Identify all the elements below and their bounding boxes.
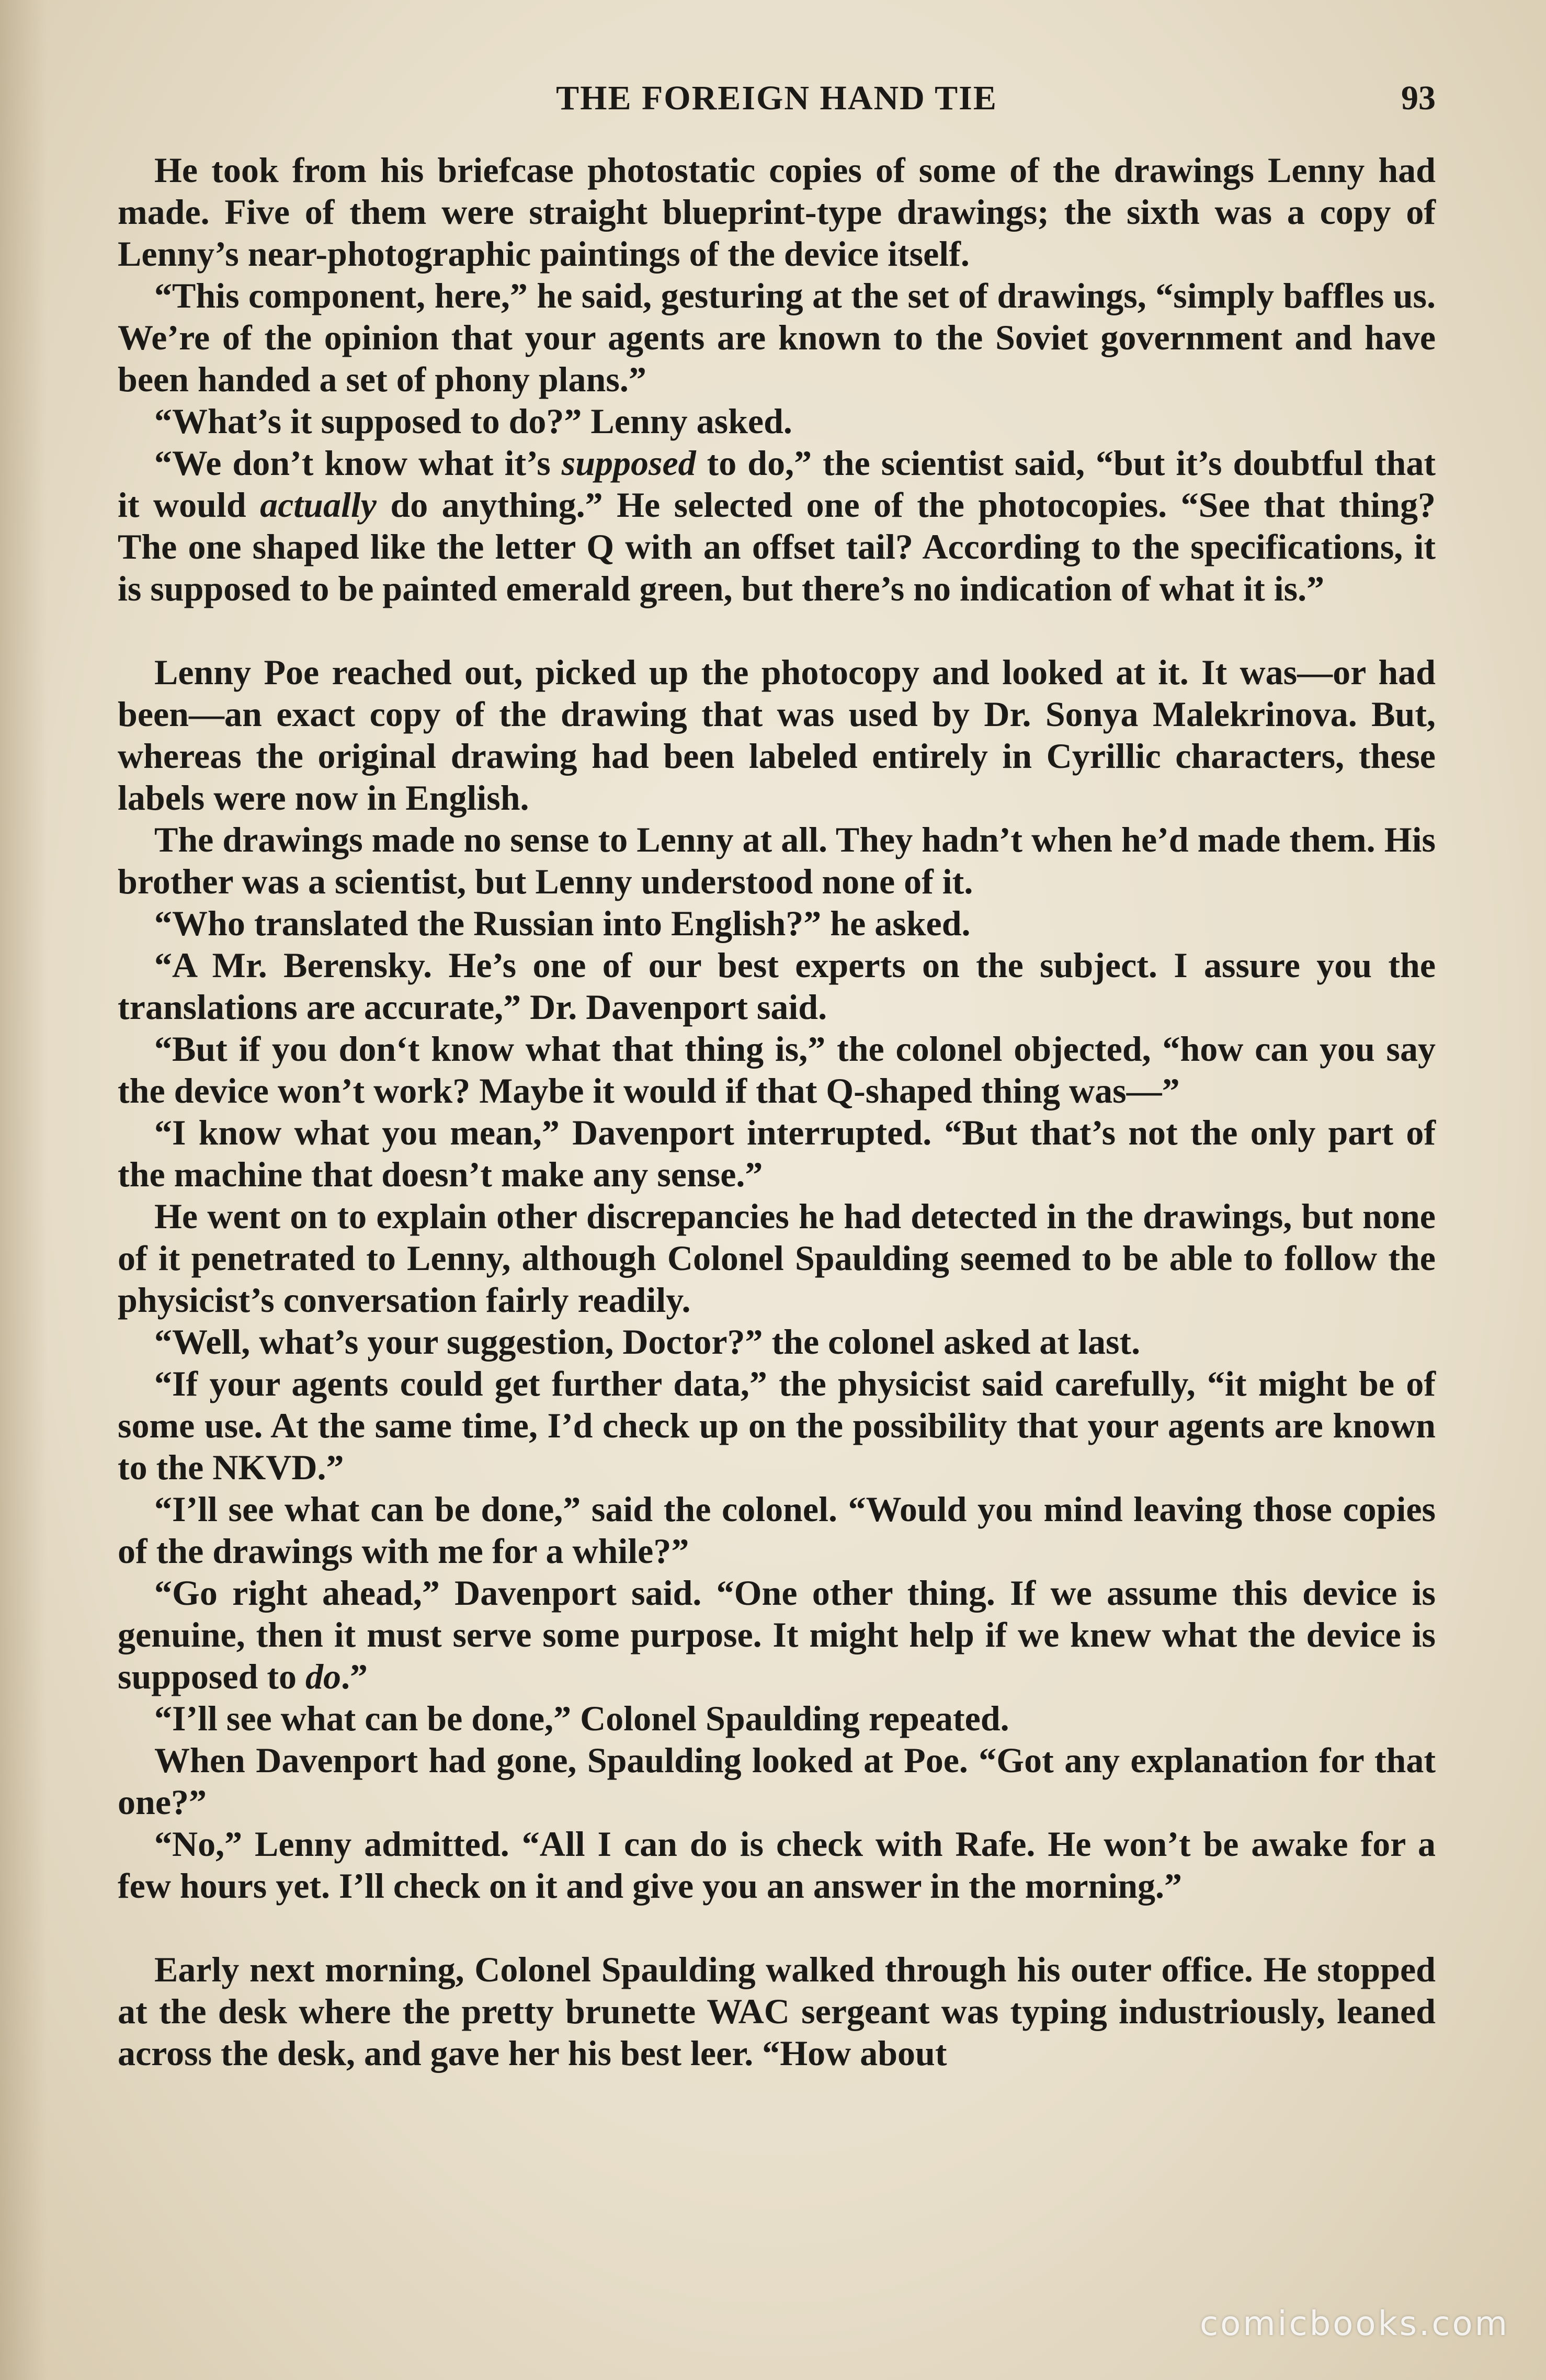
running-title: THE FOREIGN HAND TIE (556, 79, 997, 117)
paragraph: He took from his briefcase photostatic copies of some of the drawings Lenny had made. Five of them were straight blueprint-type drawings; the sixth was a copy of Lenny’s near-photographic paintings of the device itself. (118, 150, 1436, 274)
paragraph: He went on to explain other discrepancies he had detected in the drawings, but none of it penetrated to Lenny, although Colonel Spaulding seemed to be able to follow the physicist’s conversation fairly readily. (118, 1196, 1436, 1320)
paragraph: The drawings made no sense to Lenny at all. They hadn’t when he’d made them. His brother was a scientist, but Lenny understood none of it. (118, 820, 1436, 901)
paragraph: “Well, what’s your suggestion, Doctor?” the colonel asked at last. (154, 1322, 1141, 1362)
paragraph: “Who translated the Russian into English?” he asked. (154, 903, 971, 943)
paragraph: “A Mr. Berensky. He’s one of our best experts on the subject. I assure you the translations are accurate,” Dr. Davenport said. (118, 945, 1436, 1027)
paragraph: “What’s it supposed to do?” Lenny asked. (154, 401, 792, 441)
paragraph: Lenny Poe reached out, picked up the photocopy and looked at it. It was—or had been—an exact copy of the drawing that was used by Dr. Sonya Malekrinova. But, whereas the original drawing had been labeled entirely in Cyrillic characters, these labels were now in English. (118, 652, 1436, 818)
page-header (118, 78, 1436, 131)
paragraph: “But if you don‘t know what that thing is,” the colonel objected, “how can you say the device won’t work? Maybe it would if that Q-shaped thing was—” (118, 1029, 1436, 1110)
paragraph: “We don’t know what it’s supposed to do,” the scientist said, “but it’s doubtful that it would actually do anything.” He selected one of the photocopies. “See that thing? The one shaped like the letter Q with an offset tail? According to the specifications, it is supposed to be painted emerald green, but there’s no indication of what it is.” (118, 443, 1436, 608)
paragraph: Early next morning, Colonel Spaulding walked through his outer office. He stopped at the desk where the pretty brunette WAC sergeant was typing industriously, leaned across the desk, and gave her his best leer. “How about (118, 1950, 1436, 2073)
paragraph: “I’ll see what can be done,” Colonel Spaulding repeated. (154, 1698, 1009, 1738)
paragraph: “I know what you mean,” Davenport interrupted. “But that’s not the only part of the machine that doesn’t make any sense.” (118, 1113, 1436, 1194)
emphasis-do: do (305, 1657, 342, 1696)
paragraph: “Go right ahead,” Davenport said. “One other thing. If we assume this device is genuine, then it must serve some purpose. It might help if we knew what the device is supposed to do.” (118, 1573, 1436, 1696)
paragraph: “This component, here,” he said, gesturing at the set of drawings, “simply baffles us. We’re of the opinion that your agents are known to the Soviet government and have been handed a set of phony plans.” (118, 276, 1436, 399)
paragraph: “If your agents could get further data,” the physicist said carefully, “it might be of some use. At the same time, I’d check up on the possibility that your agents are known to the NKVD.” (118, 1364, 1436, 1487)
watermark: comicbooks.com (1199, 2305, 1509, 2343)
emphasis-actually: actually (260, 485, 377, 525)
paragraph: When Davenport had gone, Spaulding looked at Poe. “Got any explanation for that one?” (118, 1740, 1436, 1822)
paragraph: “I’ll see what can be done,” said the colonel. “Would you mind leaving those copies of the drawings with me for a while?” (118, 1489, 1436, 1571)
emphasis-supposed: supposed (561, 443, 696, 483)
body-text (118, 149, 1436, 2074)
paragraph: “No,” Lenny admitted. “All I can do is check with Rafe. He won’t be awake for a few hours yet. I’ll check on it and give you an answer in the morning.” (118, 1824, 1436, 1906)
spine-shadow (0, 0, 47, 2380)
page-number: 93 (1401, 79, 1436, 117)
